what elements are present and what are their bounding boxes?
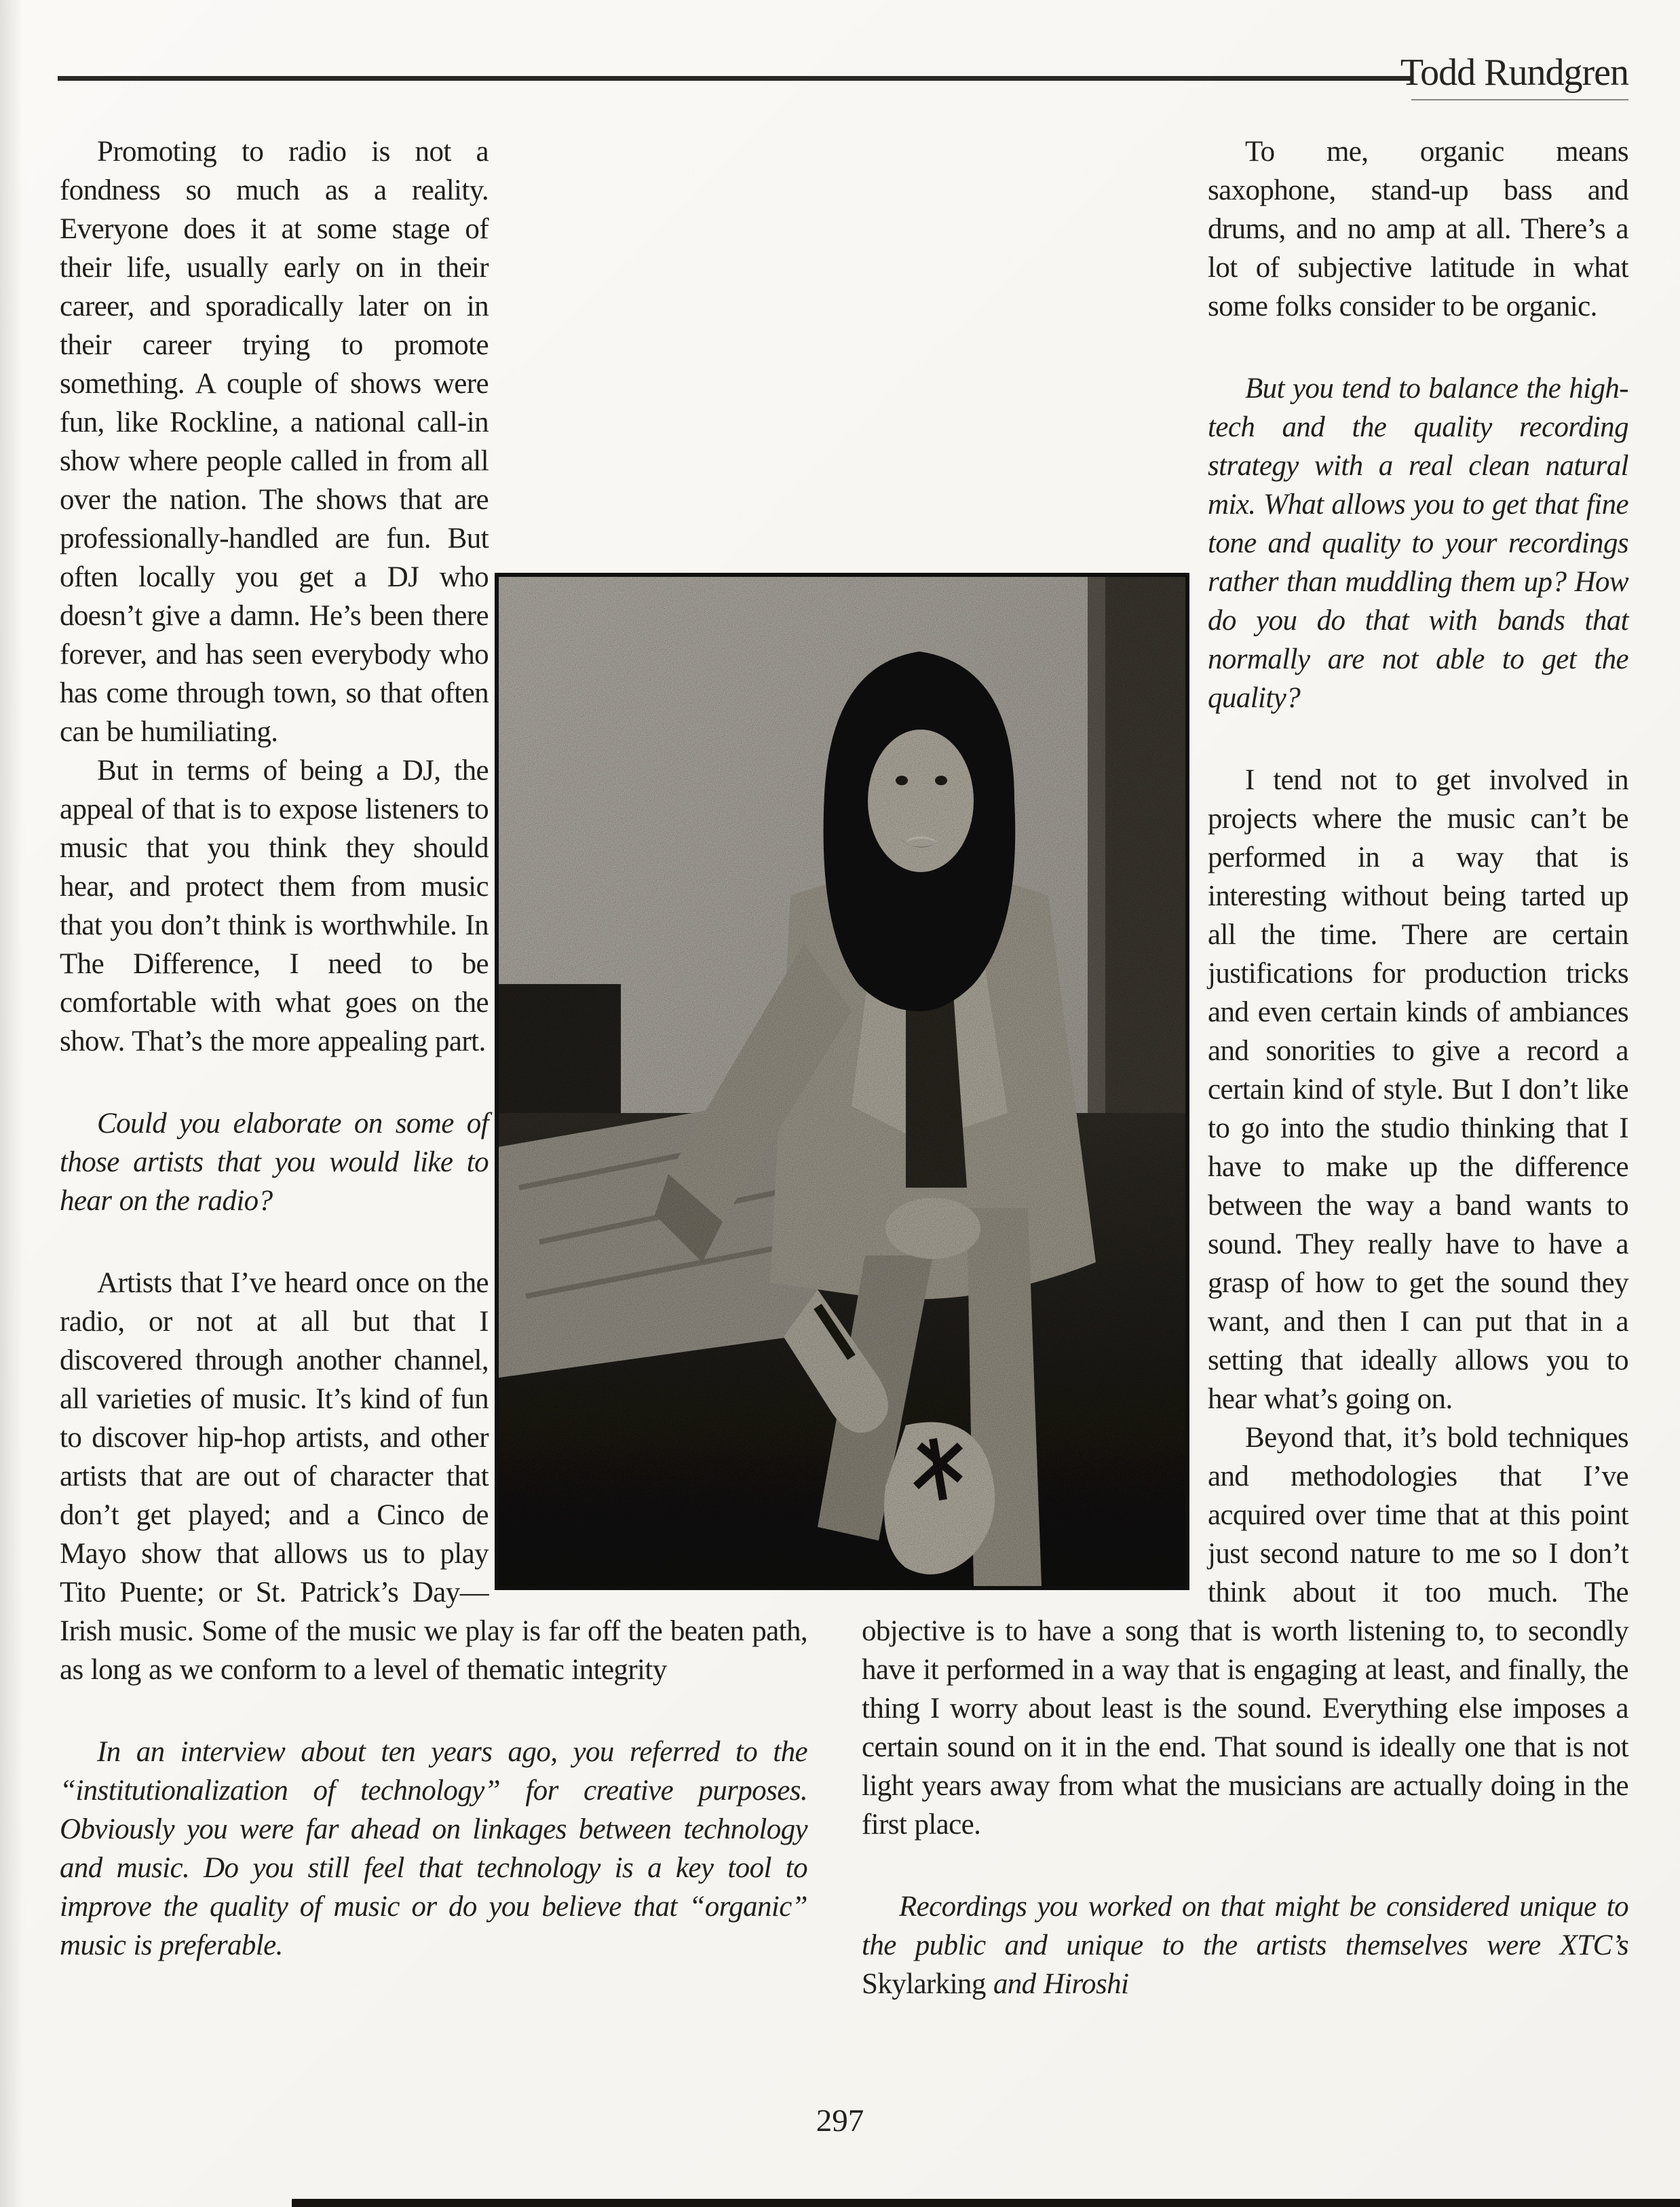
interview-question: Could you elaborate on some of those artists that you would like to hear on the radio?	[60, 1108, 489, 1217]
question-italic-segment: Recordings you worked on that might be considered unique to the public and unique to the artists themselves were XTC’s	[862, 1891, 1628, 1961]
running-head-title: Todd Rundgren	[1400, 52, 1628, 94]
interview-answer: I tend not to get involved in projects where the music can’t be performed in a way that is interesting without being tarted up all the time. There are certain justifications for production tricks and even certain kinds of ambiances and sonorities to give a record a certain kind of style. But I don’t like to go into the studio thinking that I have to make up the difference between the way a band wants to sound. They really have to have a grasp of how to get the sound they want, and then I can put that in a setting that ideally allows you to hear what’s going on.	[1208, 764, 1628, 1415]
portrait-photo-illustration	[499, 577, 1185, 1586]
todd-rundgren-photo	[499, 577, 1185, 1586]
interview-answer: Beyond that, it’s bold techniques and methodologies that I’ve acquired over time that at this point just second nature to me so I don’t think about it too much. The objective is to have a song that is worth listening to, to secondly have it performed in a way that is engaging at least, and finally, the thing I worry about least is the sound. Everything else imposes a certain sound on it in the end. That sound is ideally one that is not light years away from what the musicians are actually doing in the first place.	[862, 1422, 1628, 1841]
page-number: 297	[816, 2103, 864, 2138]
photo-furniture	[499, 984, 621, 1113]
interview-question: But you tend to balance the high-tech and the quality recording strategy with a real clean natural mix. What allows you to get that fine tone and quality to your recordings rather than muddling them up? How do you do that with bands that normally are not able to get the quality?	[1208, 373, 1628, 714]
interview-answer: Promoting to radio is not a fondness so much as a reality. Everyone does it at some stage of their life, usually early on in their career, and sporadically later on in their career trying to promote something. A couple of shows were fun, like Rockline, a national call-in show where people called in from all over the nation. The shows that are professionally-handled are fun. But often locally you get a DJ who doesn’t give a damn. He’s been there forever, and has seen everybody who has come through town, so that often can be humiliating.	[60, 136, 489, 748]
photo-hands	[885, 1198, 980, 1259]
interview-question: In an interview about ten years ago, you referred to the “institutionalization of technology” for creative purposes. Obviously you were far ahead on linkages between technology and music. Do you still feel that technology is a key tool to improve the quality of music or do you believe that “organic” music is preferable.	[60, 1736, 807, 1961]
interview-question	[862, 1887, 1628, 2003]
scan-edge-bar	[292, 2199, 1680, 2207]
interview-answer: But in terms of being a DJ, the appeal of that is to expose listeners to music that you think they should hear, and protect them from music that you don’t think is worthwhile. In The Difference, I need to be comfortable with what goes on the show. That’s the more appealing part.	[60, 755, 489, 1057]
photo-face	[868, 730, 974, 872]
header-underline	[1411, 99, 1628, 100]
interview-answer: To me, organic means saxophone, stand-up bass and drums, and no amp at all. There’s a lot of subjective latitude in what some folks consider to be organic.	[1208, 136, 1628, 322]
question-italic-segment: and Hiroshi	[985, 1968, 1129, 2000]
interview-answer: Artists that I’ve heard once on the radio, or not at all but that I discovered through another channel, all varieties of music. It’s kind of fun to discover hip-hop artists, and other artists that are out of character that don’t get played; and a Cinco de Mayo show that allows us to play Tito Puente; or St. Patrick’s Day—Irish music. Some of the music we play is far off the beaten path, as long as we conform to a level of thematic integrity	[60, 1267, 807, 1686]
album-title-skylarking: Skylarking	[862, 1968, 986, 2000]
